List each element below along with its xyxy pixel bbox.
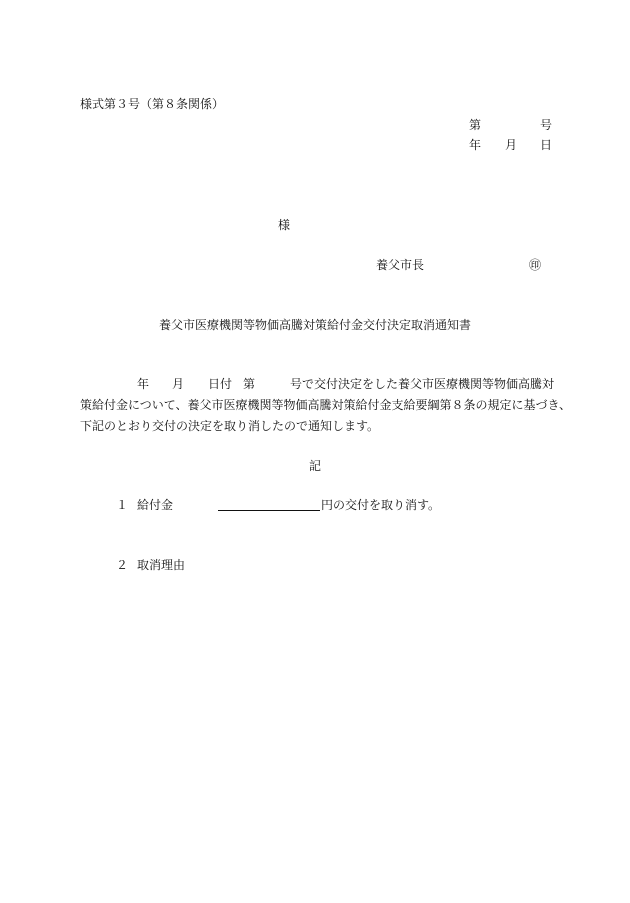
date-year-label: 年 — [469, 138, 482, 152]
date-month-label: 月 — [505, 138, 518, 152]
body-line-3: 下記のとおり交付の決定を取り消したので通知します。 — [80, 419, 380, 433]
date-day-label: 日 — [540, 138, 553, 152]
item-1-text: 円の交付を取り消す。 — [321, 498, 441, 512]
body-line-1-continuation: 号で交付決定をした養父市医療機関等物価高騰対 — [290, 377, 555, 391]
document-number-prefix: 第 — [469, 118, 482, 132]
document-title: 養父市医療機関等物価高騰対策給付金交付決定取消通知書 — [158, 318, 471, 332]
amount-blank-line — [218, 499, 320, 511]
body-number-prefix: 第 — [243, 377, 256, 391]
issuer-title: 養父市長 — [376, 258, 425, 272]
item-1-number: １ — [116, 498, 129, 512]
body-day-dated-label: 日付 — [208, 377, 233, 391]
item-2-label: 取消理由 — [137, 558, 186, 572]
addressee-honorific: 様 — [278, 218, 291, 232]
body-year-label: 年 — [137, 377, 150, 391]
seal-icon: ㊞ — [529, 258, 542, 272]
body-month-label: 月 — [172, 377, 185, 391]
item-1-label: 給付金 — [137, 498, 174, 512]
document-number-suffix: 号 — [540, 118, 553, 132]
body-line-2: 策給付金について、養父市医療機関等物価高騰対策給付金支給要綱第８条の規定に基づき、 — [80, 398, 572, 412]
item-2-number: ２ — [116, 558, 129, 572]
form-number: 様式第３号（第８条関係） — [80, 97, 225, 111]
record-heading: 記 — [308, 459, 321, 473]
